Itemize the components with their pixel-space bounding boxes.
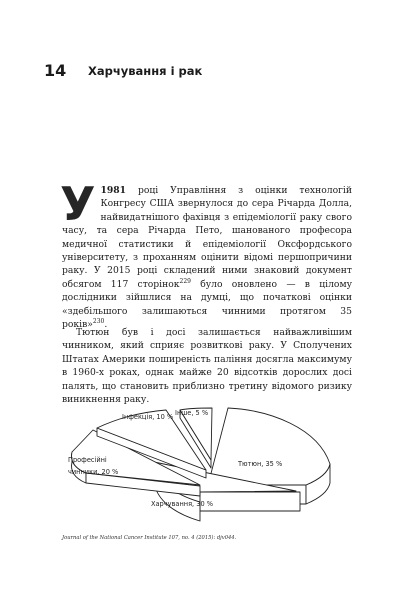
paragraph-1-year: 1981 [100,185,127,196]
chart-label-other: Інше, 5 % [175,409,209,417]
paragraph-1-text-c: . [104,319,108,331]
chart-label-diet: Харчування, 30 % [151,500,213,508]
paragraph-1 [60,177,352,331]
chapter-number: 14 [44,61,67,80]
paragraph-1-text-a: році Управління з оцінки технологій Конгресу США звернулося до сера Річарда Долла, найвидатнішого фахівця з епідеміології раку свого часу, та сера Річарда Пето, шанованого професора медичної статистики й епідеміології Оксфордського університету, з проханням оцінити відомі першопричини раку. У 2015 році складений ними знаковий документ обсягом 117 сторінок [62,185,352,290]
chart-label-tobacco: Тютюн, 35 % [238,460,283,468]
footnote-ref-229: 229 [179,277,191,285]
chart-label-occupational-1: Професійні [68,456,107,464]
chapter-title: Харчування і рак [88,64,203,78]
chart-label-occupational-2: чинники, 20 % [68,468,119,476]
paragraph-1-text-b: було оновлено — в цілому дослідники зійшлися на думці, що початкові оцінки «здебільшого залишаються чинними протягом 35 років» [62,278,352,331]
drop-cap: У [60,177,96,231]
chart-label-infection: Інфекція, 10 % [122,413,174,421]
source-note: Journal of the National Cancer Institute 107, no. 4 (2015): djv044. [62,535,237,541]
pie-chart [0,395,405,530]
footnote-ref-230: 230 [92,318,105,325]
paragraph-2: Тютюн був і досі залишається найважливішим чинником, який сприяє розвиткові раку. У Сполучених Штатах Америки поширеність паління досягла максимуму в 1960-х роках, однак майже 20 відсотків дорослих досі палять, що становить приблизно третину відомого ризику виникнення раку. [62,327,352,406]
